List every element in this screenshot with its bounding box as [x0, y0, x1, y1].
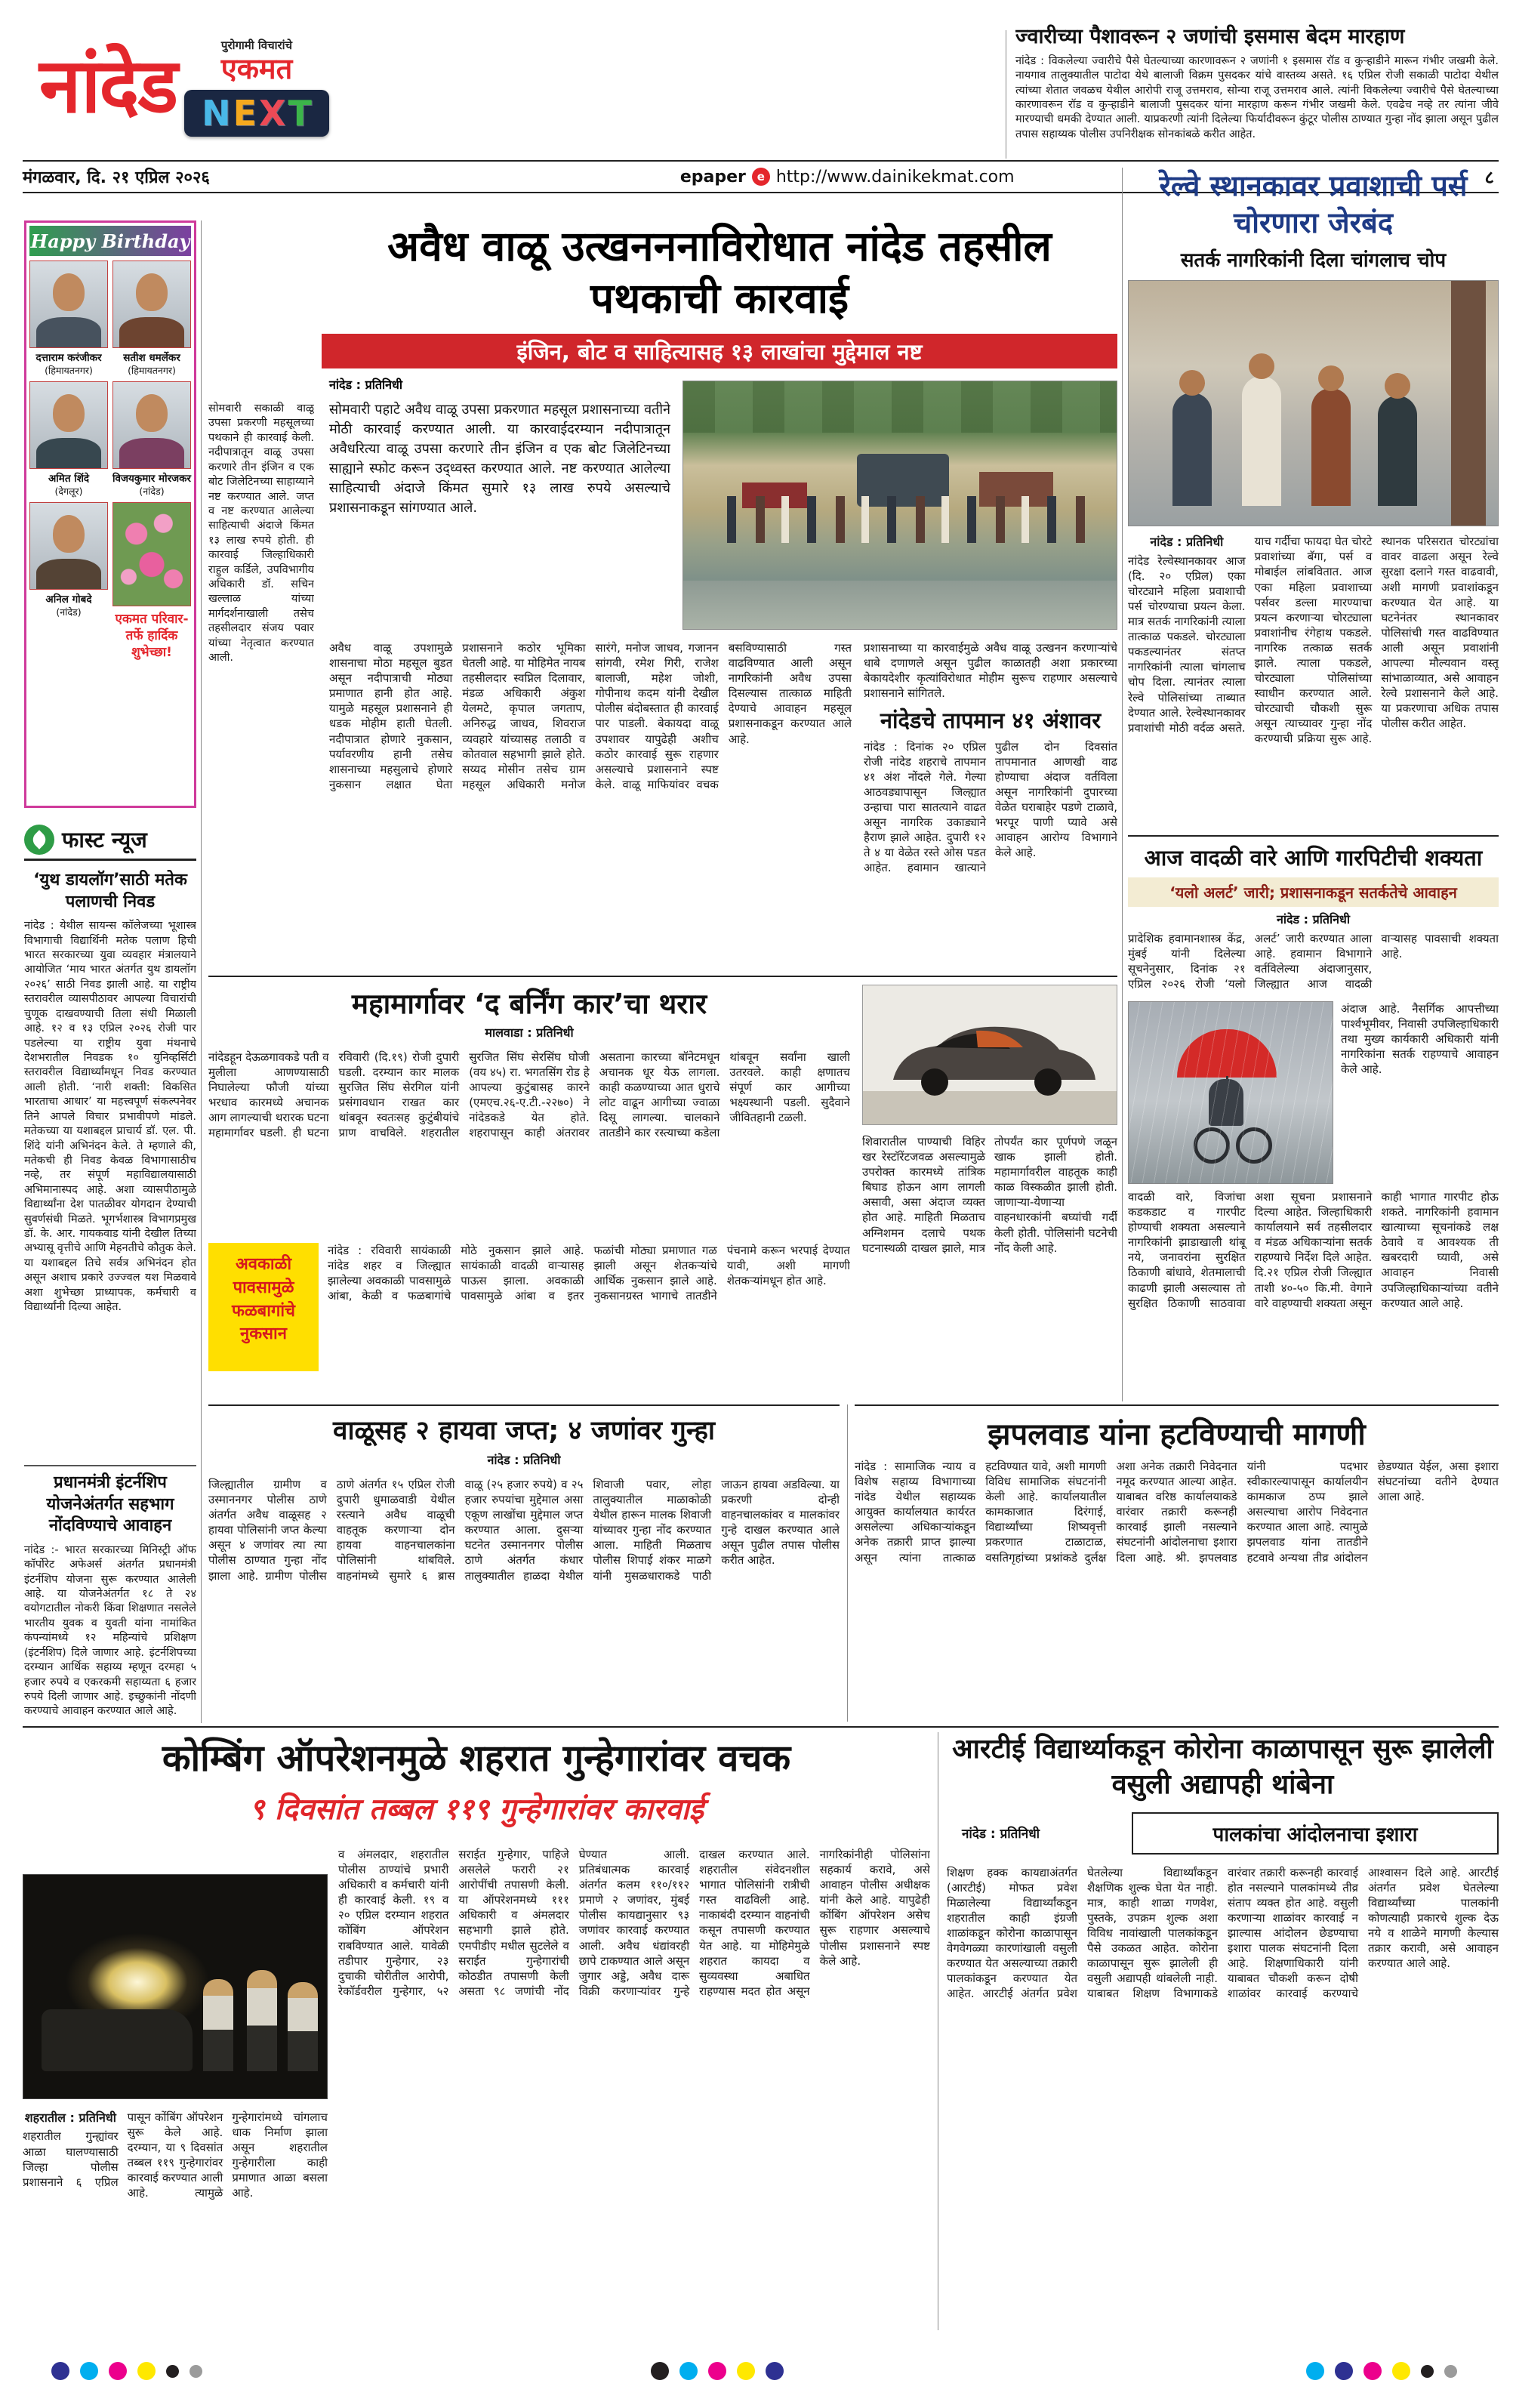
person-silhouette	[1172, 393, 1212, 506]
police-officer-silhouette	[203, 1979, 233, 2071]
color-dot	[1306, 2362, 1324, 2380]
birthday-name: अमित शिंदे	[48, 473, 90, 485]
color-dot	[137, 2362, 156, 2380]
haywa-byline: नांदेड : प्रतिनिधी	[487, 1453, 561, 1467]
storm-body-top: प्रादेशिक हवामानशास्त्र केंद्र, मुंबई यांनी दिलेल्या सूचनेनुसार, दिनांक २१ एप्रिल २०२६ रोजी ‘यलो अलर्ट’ जारी करण्यात आला आहे. हवामान विभागाने वर्तविलेल्या अंदाजानुसार, जिल्ह्यात आज वादळी वाऱ्यासह पावसाची शक्यता आहे.	[1128, 932, 1499, 991]
photo-night-police-check	[23, 1874, 328, 2099]
lead-headline: अवैध वाळू उत्खनननाविरोधात नांदेड तहसील पथकाची कारवाई	[387, 222, 1052, 322]
flower-photo	[112, 502, 191, 606]
fast-news-body: नांदेड :- भारत सरकारच्या मिनिस्ट्री ऑफ कॉर्पोरेट अफेअर्स अंतर्गत प्रधानमंत्री इंटर्नशिप योजना सुरू करण्यात आलेली आहे. या योजनेअंतर्गत १८ ते २४ वयोगटातील नोकरी किंवा शिक्षणात नसलेले भारतीय युवक व युवती यांना नामांकित कंपन्यांमध्ये १२ महिन्यांचे प्रशिक्षण (इंटर्नशिप) दिले जाणार आहे. इंटर्नशिपच्या दरम्यान आर्थिक सहाय्य म्हणून दरमहा ५ हजार रुपये व एकरकमी सहाय्यता ६ हजार रुपये दिली जाणार आहे. इच्छुकांनी नोंदणी करण्याचे आवाहन करण्यात आले आहे.	[24, 1543, 196, 1718]
birthday-name: अनिल गोबदे	[45, 594, 92, 606]
riverbank-trees	[683, 381, 1117, 433]
police-officer-silhouette	[288, 1982, 318, 2071]
color-dot	[766, 2362, 784, 2380]
photo-rain-umbrella-cyclist	[1128, 1001, 1333, 1184]
masthead-brand-block	[184, 33, 329, 143]
haywa-headline: वाळूसह २ हायवा जप्त; ४ जणांवर गुन्हा	[333, 1416, 715, 1446]
divider	[201, 220, 202, 1723]
combing-intro: शहरातील गुन्ह्यांवर आळा घालण्यासाठी जिल्हा पोलीस प्रशासनाने ६ एप्रिल पासून कोंबिंग ऑपरेशन सुरू केले आहे. दरम्यान, या ९ दिवसांत तब्बल ११९ गुन्हेगारांवर कारवाई करण्यात आली आहे. त्यामुळे गुन्हेगारांमध्ये चांगलाच धाक निर्माण झाला असून शहरातील गुन्हेगारीला काही प्रमाणात आळा बसला आहे.	[23, 2110, 328, 2200]
stopped-car	[42, 2009, 193, 2071]
birthday-wish-cell	[112, 502, 191, 661]
portrait-photo	[112, 261, 191, 348]
color-dot	[109, 2362, 127, 2380]
portrait-photo	[29, 381, 108, 469]
avakali-body: नांदेड : रविवारी सायंकाळी नांदेड शहर व जिल्ह्यात झालेल्या अवकाळी पावसामुळे आंबा, केळी व फळबागांचे मोठे नुकसान झाले आहे. सायंकाळी वादळी वाऱ्यासह पाऊस झाला. अवकाळी पावसामुळे आंबा व इतर फळांची मोठ्या प्रमाणात गळ झाली असून शेतकऱ्यांचे आर्थिक नुकसान झाले आहे. नुकसानग्रस्त भागाचे तातडीने पंचनामे करून भरपाई देण्यात यावी, अशी मागणी शेतकऱ्यांमधून होत आहे.	[328, 1244, 850, 1303]
birthday-place: (देगलूर)	[54, 486, 83, 497]
color-dot	[1392, 2362, 1410, 2380]
lead-side-column: सोमवारी सकाळी वाळू उपसा प्रकरणी महसूलच्या पथकाने ही कारवाई केली. नदीपात्रातून वाळू उपसा करणारे तीन इंजिन व एक बोट जिलेटिनच्या साहाय्याने नष्ट करण्यात आले. जप्त व नष्ट करण्यात आलेल्या साहित्याची अंदाजे किंमत १३ लाख रुपये होती. ही कारवाई जिल्हाधिकारी राहुल कर्डिले, उपविभागीय अधिकारी डॉ. सचिन खल्लाळ यांच्या मार्गदर्शनाखाली तसेच तहसीलदार संजय पवार यांच्या नेतृत्वात करण्यात आली.	[208, 402, 314, 664]
railway-byline: नांदेड : प्रतिनिधी	[1150, 535, 1224, 550]
burning-car-body-continued: शिवारातील पाण्याची विहिर खर रेस्टॉरेंटजवळ असल्यामुळे उपरोक्त कारमध्ये तांत्रिक बिघाड होऊन आग लागली असावी, असा अंदाज व्यक्त होत आहे. माहिती मिळताच अग्निशमन दलाचे पथक घटनास्थळी दाखल झाले, मात्र तोपर्यंत कार पूर्णपणे जळून खाक झाली होती. महामार्गावरील वाहतूक काही काळ विस्कळीत झाली होती. जाणाऱ्या-येणाऱ्या वाहनधारकांनी बघ्यांची गर्दी केली होती. पोलिसांनी घटनेची नोंद केली आहे.	[862, 1135, 1117, 1255]
top-brief-body: नांदेड : विकलेल्या ज्वारीचे पैसे घेतल्याच्या कारणावरून २ जणांनी १ इसमास रॉड व कुऱ्हाडीने मारून गंभीर जखमी केले. नायगाव तालुक्यातील पाटोदा येथे बालाजी विक्रम पुसदकर यांचे वास्तव्य असते. १६ एप्रिल रोजी सकाळी पाटोदा येथील त्यांच्या शेतात जवळच येथील आरोपी राजू उत्तमराव, सोन्या राजू उत्तमराव आले. त्यांनी विकलेल्या ज्वारीचे पैसे घेतल्याच्या कारणावरून रॉड व कुऱ्हाडीने बालाजी पुसदकर यांना मारहाण करून गंभीर जखमी केले. एवढेच नव्हे तर त्यांना जीवे मारण्याची धमकी देण्यात आली. याप्रकरणी त्यांनी दिलेल्या फिर्यादीवरून कुंटूर पोलीस ठाण्यात गुन्हा नोंद झाला असून पुढील तपास सहाय्यक पोलीस उपनिरीक्षक सोनकांबळे करीत आहेत.	[1015, 54, 1499, 140]
birthday-entry	[112, 381, 191, 498]
rule	[23, 1726, 1499, 1728]
lead-intro: सोमवारी पहाटे अवैध वाळू उपसा प्रकरणात महसूल प्रशासनाच्या वतीने मोठी कारवाई करण्यात आली. या कारवाईदरम्यान नदीपात्रातून अवैधरित्या वाळू उपसा करणारे तीन इंजिन व एक बोट जिलेटिनच्या साह्याने स्फोट करून उद्ध्वस्त करण्यात आले. नष्ट करण्यात आलेल्या साहित्याची अंदाजे किंमत सुमारे १३ लाख रुपये असल्याचे प्रशासनाकडून सांगण्यात आले.	[329, 402, 670, 516]
torso	[36, 559, 101, 590]
rte-box-subhead: पालकांचा आंदोलनाचा इशारा	[1132, 1812, 1499, 1855]
color-dot	[737, 2362, 755, 2380]
color-dot	[708, 2362, 726, 2380]
face	[136, 273, 168, 311]
lead-subhead-band: इंजिन, बोट व साहित्यासह १३ लाखांचा मुद्देमाल नष्ट	[322, 334, 1117, 368]
fast-news-body: नांदेड : येथील सायन्स कॉलेजच्या भूशास्त्र विभागाची विद्यार्थिनी मतेक पलाण हिची भारत सरकारच्या युवा व्यवहार मंत्रालयाने आयोजित ‘माय भारत अंतर्गत युथ डायलॉग २०२६’ साठी निवड झाली आहे. या राष्ट्रीय स्तरावरील व्यासपीठावर आपल्या विचारांची चुणूक दाखवण्याची तिला संधी मिळाली आहे. १२ व १३ एप्रिल २०२६ रोजी पार पडलेल्या या राष्ट्रीय युवा मंथनाचे देशभरातील निवडक १० युनिव्हर्सिटी स्तरावरील विद्यार्थ्यांमधून निवड करण्यात आली होती. ‘नारी शक्ती: विकसित भारताचा आधार’ या महत्त्वपूर्ण संकल्पनेवर तिने आपले विचार प्रभावीपणे मांडले. मतेकच्या या यशाबद्दल प्राचार्य डॉ. एल. पी. शिंदे यांनी अभिनंदन केले. ते म्हणाले की, मतेकची ही निवड केवळ विभागासाठीच नव्हे, तर संपूर्ण महाविद्यालयासाठी अभिमानास्पद आहे. अशा व्यासपीठामुळे विद्यार्थ्यांना देश पातळीवर योगदान देण्याची सुवर्णसंधी मिळते. भूगर्भशास्त्र विभागप्रमुख डॉ. के. आर. गायकवाड यांनी देखील तिच्या अभ्यासू वृत्तीचे आणि मेहनतीचे कौतुक केले. या यशाबद्दल तिचे सर्वत्र अभिनंदन होत असून अशाच प्रकारे उज्ज्वल यश मिळवावे अशा शुभेच्छा प्राध्यापक, कर्मचारी व विद्यार्थ्यांनी दिल्या आहेत.	[24, 920, 196, 1314]
next-letter: T	[288, 92, 312, 134]
river-water	[683, 581, 1117, 629]
temperature-headline: नांदेडचे तापमान ४१ अंशावर	[880, 708, 1102, 734]
combing-subhead: ९ दिवसांत तब्बल ११९ गुन्हेगारांवर कारवाई	[249, 1793, 704, 1827]
face	[53, 515, 85, 553]
registration-marks-center	[651, 2362, 784, 2380]
right-sub-column	[864, 640, 1117, 970]
portrait-photo	[29, 502, 108, 590]
photo-sand-mining-action	[683, 381, 1117, 630]
divider	[847, 1404, 848, 1722]
rte-body: शिक्षण हक्क कायद्याअंतर्गत (आरटीई) मोफत प्रवेश मिळालेल्या विद्यार्थ्यांकडून शहरातील काही इंग्रजी शाळांकडून कोरोना काळापासून वेगवेगळ्या कारणांखाली वसुली करण्यात येत असल्याच्या तक्रारी पालकांकडून करण्यात येत आहेत. आरटीई अंतर्गत प्रवेश घेतलेल्या विद्यार्थ्यांकडून शैक्षणिक शुल्क घेता येत नाही. मात्र, काही शाळा गणवेश, पुस्तके, उपक्रम शुल्क अशा विविध नावांखाली पालकांकडून पैसे उकळत आहेत. कोरोना काळापासून सुरू झालेली ही वसुली अद्यापही थांबलेली नाही. याबाबत शिक्षण विभागाकडे वारंवार तक्रारी करूनही कारवाई होत नसल्याने पालकांमध्ये तीव्र संताप व्यक्त होत आहे. वसुली करणाऱ्या शाळांवर कारवाई न झाल्यास आंदोलन छेडण्याचा इशारा पालक संघटनांनी दिला आहे. शिक्षणाधिकारी यांनी याबाबत चौकशी करून दोषी शाळांवर कारवाई करण्याचे आश्वासन दिले आहे. आरटीई अंतर्गत प्रवेश घेतलेल्या विद्यार्थ्यांच्या पालकांनी कोणत्याही प्रकारचे शुल्क देऊ नये व शाळेने मागणी केल्यास तक्रार करावी, असे आवाहन करण्यात आले आहे.	[947, 1865, 1499, 2001]
next-letter: E	[233, 92, 257, 134]
birthday-header: Happy Birthday	[29, 226, 191, 256]
storm-alert-article	[1128, 835, 1499, 1401]
birthday-name: विजयकुमार मोरजकर	[112, 473, 192, 485]
date-text: मंगळवार, दि. २१ एप्रिल २०२६	[23, 168, 210, 187]
birthday-wish: एकमत परिवार- तर्फे हार्दिक शुभेच्छा!	[115, 612, 189, 661]
next-letter: N	[202, 92, 231, 134]
person-silhouette	[1311, 388, 1351, 506]
masthead	[39, 33, 394, 143]
bicycle-wheel	[1194, 1127, 1230, 1164]
combing-intro-columns	[23, 2110, 328, 2330]
birthday-place: (हिमायतनगर)	[45, 365, 93, 376]
railway-subhead: सतर्क नागरिकांनी दिला चांगलाच चोप	[1180, 249, 1447, 273]
birthday-name: सतीश धमर्लेकर	[123, 352, 180, 364]
color-dot	[679, 2362, 698, 2380]
fast-news-title: फास्ट न्यूज	[62, 827, 147, 853]
person-silhouette	[1242, 376, 1281, 506]
registration-marks-left	[51, 2362, 202, 2380]
portrait-photo	[29, 261, 108, 348]
avakali-highlight-box: अवकाळी पावसामुळे फळबागांचे नुकसान	[208, 1243, 319, 1371]
railway-body: नांदेड रेल्वेस्थानकावर आज (दि. २० एप्रिल) एका चोरट्याने महिला प्रवाशाची पर्स चोरण्याचा प्रयत्न केला. मात्र सतर्क नागरिकांनी त्याला तात्काळ पकडले. चोरट्याला पकडल्यानंतर संतप्त नागरिकांनी त्याला चांगलाच चोप दिला. त्यानंतर त्याला रेल्वे पोलिसांच्या ताब्यात देण्यात आले. रेल्वेस्थानकावर प्रवाशांची मोठी वर्दळ असते. याच गर्दीचा फायदा घेत चोरटे प्रवाशांच्या बॅगा, पर्स व मोबाईल लांबवितात. आज एका महिला प्रवाशाच्या पर्सवर डल्ला मारण्याचा प्रयत्न करणाऱ्या चोरट्याला प्रवाशांनीच रंगेहाथ पकडले. नागरिक तत्काळ सतर्क झाले. त्याला पकडले, चोरट्याला पोलिसांच्या स्वाधीन करण्यात आले. चोरट्याची चौकशी सुरू असून त्याच्यावर गुन्हा नोंद करण्याची प्रक्रिया सुरू आहे. स्थानक परिसरात चोरट्यांचा वावर वाढला असून रेल्वे सुरक्षा दलाने गस्त वाढवावी, अशी मागणी प्रवाशांकडून करण्यात येत आहे. या घटनेनंतर स्थानकावर पोलिसांची गस्त वाढविण्यात आली असून प्रवाशांनी आपल्या मौल्यवान वस्तू सांभाळाव्यात, असे आवाहन रेल्वे प्रशासनाने केले आहे. या प्रकरणाचा अधिक तपास पोलीस करीत आहेत.	[1128, 535, 1499, 746]
birthday-grid	[29, 261, 191, 661]
red-umbrella	[1177, 1029, 1277, 1078]
color-dot	[51, 2362, 69, 2380]
burning-car-byline: मालवाडा : प्रतिनिधी	[485, 1025, 574, 1040]
next-logo	[184, 90, 329, 137]
cyclist-silhouette	[1209, 1079, 1243, 1126]
color-dot	[1335, 2362, 1353, 2380]
birthday-entry	[112, 261, 191, 377]
photo-burnt-car	[862, 985, 1117, 1125]
color-dot	[1421, 2365, 1434, 2378]
lead-follow-up: प्रशासनाच्या या कारवाईमुळे अवैध वाळू उत्खनन करणाऱ्यांचे धाबे दणाणले असून पुढील काळातही अशा प्रकारच्या बेकायदेशीर कृत्यांविरोधात मोहीम सुरूच राहणार असल्याचे प्रशासनाने सांगितले.	[864, 641, 1117, 701]
combing-body: व अंमलदार, शहरातील पोलीस ठाण्यांचे प्रभारी अधिकारी व कर्मचारी यांनी ही कारवाई केली. १९ व २० एप्रिल दरम्यान शहरात कोंबिंग ऑपरेशन राबविण्यात आले. यावेळी तडीपार गुन्हेगार, २३ दुचाकी चोरीतील आरोपी, रेकॉर्डवरील गुन्हेगार, ५२ सराईत गुन्हेगार, पाहिजे असलेले फरारी २१ आरोपींची तपासणी केली. या ऑपरेशनमध्ये १११ अधिकारी व अंमलदार सहभागी झाले होते. एमपीडीए मधील सुटलेले व सराईत गुन्हेगारांची कोठडीत तपासणी केली असता ९८ जणांची नोंद घेण्यात आली. प्रतिबंधात्मक कारवाई अंतर्गत कलम ११०/११२ प्रमाणे २ जणांवर, मुंबई पोलीस कायद्यानुसार ९३ जणांवर कारवाई करण्यात आली. अवैध धंद्यांवरही छापे टाकण्यात आले असून जुगार अड्डे, अवैध दारू विक्री करणाऱ्यांवर गुन्हे दाखल करण्यात आले. शहरातील संवेदनशील भागात पोलिसांनी रात्रीची गस्त वाढविली आहे. नाकाबंदी दरम्यान वाहनांची कसून तपासणी करण्यात येत आहे. या मोहिमेमुळे शहरात कायदा व सुव्यवस्था अबाधित राहण्यास मदत होत असून नागरिकांनीही पोलिसांना सहकार्य करावे, असे आवाहन पोलीस अधीक्षक यांनी केले आहे. यापुढेही कोंबिंग ऑपरेशन असेच सुरू राहणार असल्याचे पोलीस प्रशासनाने स्पष्ट केले आहे.	[338, 1848, 930, 1998]
birthday-name: दत्ताराम करंजीकर	[35, 352, 102, 364]
lead-byline: नांदेड : प्रतिनिधी	[329, 378, 402, 392]
storm-middle-row	[1128, 1001, 1499, 1184]
rule	[23, 160, 1499, 162]
combing-operation-article	[23, 1732, 930, 2330]
epaper-label: epaper	[679, 167, 746, 187]
officials-group	[709, 496, 1090, 543]
torso	[36, 438, 101, 469]
fast-news-headline: ‘युथ डायलॉग’साठी मतेक पलाणची निवड	[33, 871, 187, 911]
storm-body-side: अंदाज आहे. नैसर्गिक आपत्तीच्या पार्श्वभूमीवर, निवासी उपजिल्हाधिकारी तथा मुख्य कार्यकारी अधिकारी यांनी नागरिकांना सतर्क राहण्याचे आवाहन केले आहे.	[1341, 1002, 1499, 1077]
burning-car-headline: महामार्गावर ‘द बर्निंग कार’चा थरार	[351, 988, 707, 1020]
masthead-brand: एकमत	[220, 52, 293, 85]
yellow-alert-band: ‘यलो अलर्ट’ जारी; प्रशासनाकडून सतर्कतेचे आवाहन	[1128, 877, 1499, 907]
removal-demand-body: नांदेड : सामाजिक न्याय व विशेष सहाय्य विभागाच्या नांदेड येथील सहाय्यक आयुक्त कार्यालयात कार्यरत असलेल्या अधिकाऱ्यांकडून अनेक तक्रारी प्राप्त झाल्या असून त्यांना तात्काळ हटविण्यात यावे, अशी मागणी विविध सामाजिक संघटनांनी केली आहे. कार्यालयातील कामकाजात दिरंगाई, विद्यार्थ्यांच्या शिष्यवृत्ती प्रकरणात टाळाटाळ, वसतिगृहांच्या प्रश्नांकडे दुर्लक्ष अशा अनेक तक्रारी निवेदनात नमूद करण्यात आल्या आहेत. याबाबत वरिष्ठ कार्यालयाकडे वारंवार तक्रारी करूनही कारवाई झाली नसल्याने संघटनांनी आंदोलनाचा इशारा दिला आहे. श्री. झपलवाड यांनी पदभार स्वीकारल्यापासून कार्यालयीन कामकाज ठप्प झाले असल्याचा आरोप निवेदनात करण्यात आला आहे. त्यामुळे झपलवाड यांना तातडीने हटवावे अन्यथा तीव्र आंदोलन छेडण्यात येईल, असा इशारा संघटनांच्या वतीने देण्यात आला आहे.	[855, 1460, 1499, 1565]
color-dot	[80, 2362, 98, 2380]
station-pillar	[1451, 281, 1486, 526]
divider	[1122, 168, 1123, 1401]
leaf-icon	[24, 825, 54, 855]
color-dot	[651, 2362, 669, 2380]
storm-headline: आज वादळी वारे आणि गारपिटीची शक्यता	[1144, 845, 1483, 871]
fast-news-header	[24, 820, 196, 861]
fast-news-headline: प्रधानमंत्री इंटर्नशिप योजनेअंतर्गत सहभाग नोंदविण्याचे आवाहन	[46, 1473, 174, 1536]
color-dot	[190, 2365, 202, 2378]
photo-railway-station	[1128, 280, 1499, 526]
birthday-box	[24, 220, 196, 808]
torso	[36, 317, 101, 348]
bicycle-wheel	[1236, 1127, 1272, 1164]
haywa-seized-article	[208, 1404, 840, 1722]
person-silhouette	[1378, 396, 1417, 506]
temperature-body: नांदेड : दिनांक २० एप्रिल रोजी नांदेड शहराचे तापमान ४१ अंश नोंदले गेले. गेल्या आठवड्यापासून जिल्ह्यात उन्हाचा पारा सातत्याने वाढत असून नागरिक उकाड्याने हैराण झाले आहेत. दुपारी १२ ते ४ या वेळेत रस्ते ओस पडत आहेत. हवामान खात्याने पुढील दोन दिवसांत तापमानात आणखी वाढ होण्याचा अंदाज वर्तविला असून नागरिकांनी दुपारच्या वेळेत घराबाहेर पडणे टाळावे, भरपूर पाणी प्यावे असे आवाहन आरोग्य विभागाने केले आहे.	[864, 739, 1117, 875]
lead-article	[208, 220, 1117, 971]
epaper-icon: e	[752, 168, 770, 186]
rte-fee-article	[947, 1732, 1499, 2330]
top-brief-headline: ज्वारीच्या पैशावरून २ जणांची इसमास बेदम मारहाण	[1015, 25, 1405, 48]
torso	[119, 317, 184, 348]
next-letter: X	[259, 92, 286, 134]
registration-marks-right	[1306, 2362, 1457, 2380]
fast-news-article-1	[24, 870, 196, 1459]
masthead-title: नांदेड	[39, 42, 177, 130]
railway-headline: रेल्वे स्थानकावर प्रवाशाची पर्स चोरणारा जेरबंद	[1159, 169, 1468, 239]
birthday-place: (नांदेड)	[139, 486, 165, 497]
birthday-entry	[29, 381, 108, 498]
burning-car-article	[208, 976, 1117, 1400]
color-dot	[1444, 2365, 1457, 2378]
police-officer-silhouette	[247, 1970, 277, 2071]
face	[53, 273, 85, 311]
removal-demand-article	[855, 1404, 1499, 1722]
railway-body-columns	[1128, 534, 1499, 827]
railway-theft-article	[1128, 168, 1499, 831]
birthday-place: (हिमायतनगर)	[128, 365, 176, 376]
color-dot	[166, 2365, 179, 2378]
storm-byline: नांदेड : प्रतिनिधी	[1277, 912, 1350, 927]
face	[53, 394, 85, 432]
haywa-body: जिल्ह्यातील ग्रामीण व उस्माननगर पोलीस ठाणे अंतर्गत अवैध वाळूसह २ हायवा पोलिसांनी जप्त केल्या असून ४ जणांवर त्या त्या पोलीस ठाण्यात गुन्हा नोंद झाला आहे. ग्रामीण पोलीस ठाणे अंतर्गत १५ एप्रिल रोजी दुपारी धुमाळवाडी येथील रस्त्याने अवैध वाळूची वाहतूक करणाऱ्या दोन हायवा वाहनचालकांना पोलिसांनी थांबविले. वाहनांमध्ये सुमारे ६ ब्रास वाळू (२५ हजार रुपये) व २५ हजार रुपयांचा मुद्देमाल असा एकूण लाखोंचा मुद्देमाल जप्त करण्यात आला. दुसऱ्या घटनेत उस्माननगर पोलीस ठाणे अंतर्गत कंधार तालुक्यातील हाळदा येथील शिवाजी पवार, लोहा तालुक्यातील माळाकोळी येथील हारून मालक शिवाजी यांच्यावर गुन्हा नोंद करण्यात आला. माहिती मिळताच पोलीस शिपाई शंकर माळगे यांनी मुसळधाराकडे पाठी जाऊन हायवा अडविल्या. या प्रकरणी दोन्ही वाहनचालकांवर व मालकांवर गुन्हे दाखल करण्यात आले असून पुढील तपास पोलीस करीत आहेत.	[208, 1478, 840, 1583]
rte-byline: नांदेड : प्रतिनिधी	[962, 1827, 1040, 1842]
epaper-url-link[interactable]: http://www.dainikekmat.com	[775, 167, 1015, 187]
lead-body: अवैध वाळू उपशामुळे शासनाचा मोठा महसूल बुडत असून नदीपात्राची मोठ्या प्रमाणात हानी होत आहे. यामुळे महसूल प्रशासनाने ही धडक मोहीम हाती घेतली. नदीपात्रात होणारे नुकसान, पर्यावरणीय हानी तसेच शासनाच्या महसुलाचे होणारे नुकसान लक्षात घेता प्रशासनाने कठोर भूमिका घेतली आहे. या मोहिमेत नायब तहसीलदार स्वप्निल दिलावार, मंडळ अधिकारी अंकुश येलमटे, कृपाल जगताप, अनिरुद्ध जाधव, शिवराज व्यवहारे यांच्यासह तलाठी व कोतवाल सहभागी झाले होते. सय्यद मोसीन तसेच ग्राम महसूल अधिकारी मनोज सारंगे, मनोज जाधव, गजानन सांगवी, रमेश गिरी, राजेश बालाजी, महेश जोशी, गोपीनाथ कदम यांनी देखील पोलीस बंदोबस्तात ही कारवाई पार पाडली. बेकायदा वाळू उपशावर यापुढेही अशीच कठोर कारवाई सुरू राहणार असल्याचे प्रशासनाने स्पष्ट केले. वाळू माफियांवर वचक बसविण्यासाठी गस्त वाढविण्यात आली असून नागरिकांनी अवैध उपसा दिसल्यास तात्काळ माहिती देण्याचे आवाहन महसूल प्रशासनाकडून करण्यात आले आहे.	[329, 641, 852, 791]
page-number: ८	[1484, 166, 1494, 188]
portrait-photo	[112, 381, 191, 469]
top-brief-article	[1015, 24, 1499, 160]
burnt-car-illustration	[863, 985, 1117, 1125]
torso	[119, 438, 184, 469]
fast-news-article-2	[24, 1465, 196, 1723]
face	[136, 394, 168, 432]
birthday-place: (नांदेड)	[56, 606, 82, 618]
rte-subhead-row	[947, 1812, 1499, 1855]
masthead-tagline: पुरोगामी विचारांचे	[220, 39, 293, 52]
combing-headline: कोम्बिंग ऑपरेशनमुळे शहरात गुन्हेगारांवर वचक	[162, 1737, 791, 1780]
removal-demand-headline: झपलवाड यांना हटविण्याची मागणी	[988, 1417, 1366, 1452]
rte-headline: आरटीई विद्यार्थ्याकडून कोरोना काळापासून सुरू झालेली वसुली अद्यापही थांबेना	[952, 1734, 1493, 1800]
storm-body-bottom: वादळी वारे, विजांचा कडकडाट व गारपीट होण्याची शक्यता असल्याने नागरिकांनी झाडाखाली थांबू नये, जनावरांना सुरक्षित ठिकाणी बांधावे, शेतमालाची काढणी झाली असल्यास तो सुरक्षित ठिकाणी साठवावा अशा सूचना प्रशासनाने दिल्या आहेत. जिल्हाधिकारी कार्यालयाने सर्व तहसीलदार व मंडळ अधिकाऱ्यांना सतर्क राहण्याचे निर्देश दिले आहेत. दि.२१ एप्रिल रोजी जिल्ह्यात ताशी ४०-५० कि.मी. वेगाने वारे वाहण्याची शक्यता असून काही भागात गारपीट होऊ शकते. नागरिकांनी हवामान खात्याच्या सूचनांकडे लक्ष ठेवावे व आवश्यक ती खबरदारी घ्यावी, असे आवाहन निवासी उपजिल्हाधिकाऱ्यांच्या वतीने करण्यात आले आहे.	[1128, 1190, 1499, 1310]
combing-byline: शहरातील : प्रतिनिधी	[24, 2110, 116, 2125]
birthday-entry	[29, 261, 108, 377]
umbrella-pole	[1226, 1076, 1228, 1120]
color-dot	[1363, 2362, 1382, 2380]
burning-car-body: नांदेडहून देऊळगावकडे पती व मुलीला आणण्यासाठी निघालेल्या फौजी यांच्या भरधाव कारमध्ये अचानक आग लागल्याची थरारक घटना महामार्गावर घडली. ही घटना रविवारी (दि.१९) रोजी दुपारी घडली. दरम्यान कार मालक सुरजित सिंघ सेरगिल यांनी प्रसंगावधान राखत कार थांबवून स्वतःसह कुटुंबीयांचे प्राण वाचविले. शहरातील सुरजित सिंघ सेरसिंघ घोजी (वय ४५) रा. भगतसिंग रोड हे आपल्या कुटुंबासह कारने (एमएच.२६-ए.टी.-२२७०) ने नांदेडकडे येत होते. शहरापासून काही अंतरावर असताना कारच्या बॉनेटमधून अचानक धूर येऊ लागला. काही कळण्याच्या आत धुराचे लोट वाढून आगीच्या ज्वाळा दिसू लागल्या. चालकाने तातडीने कार रस्त्याच्या कडेला थांबवून सर्वांना खाली उतरवले. काही क्षणातच संपूर्ण कार आगीच्या भक्ष्यस्थानी पडली. सुदैवाने जीवितहानी टळली.	[208, 1050, 850, 1140]
birthday-entry	[29, 502, 108, 661]
